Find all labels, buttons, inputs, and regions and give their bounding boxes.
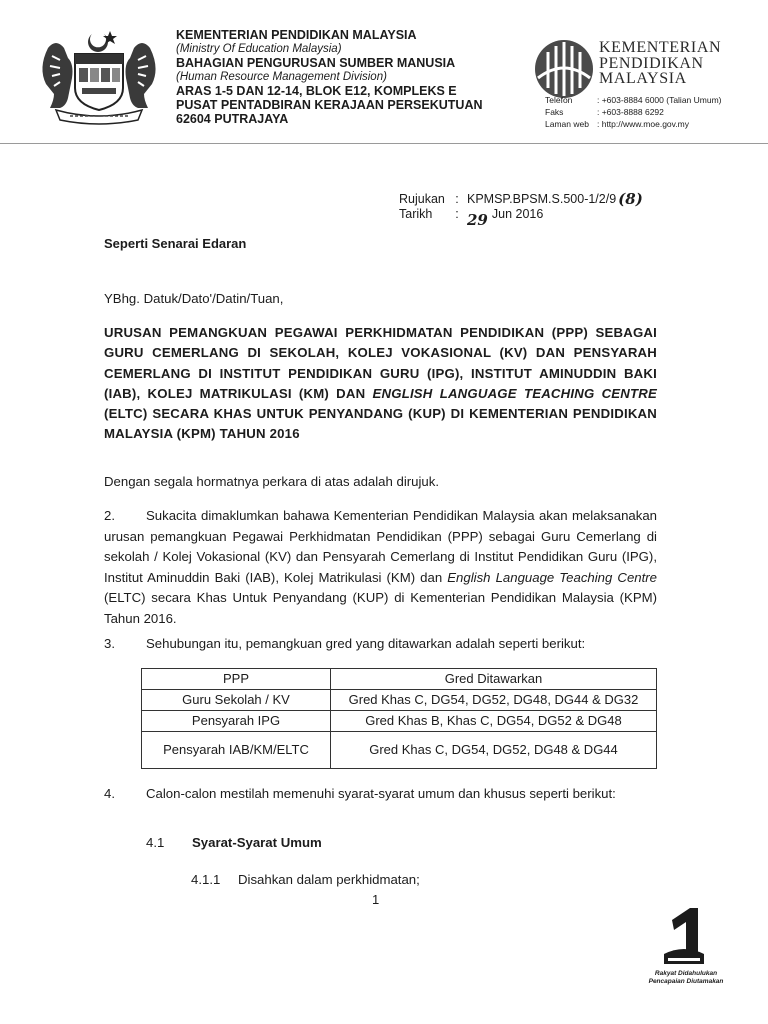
letterhead-text bbox=[176, 28, 506, 126]
table-row bbox=[142, 690, 657, 711]
table-cell-ppp: Guru Sekolah / KV bbox=[142, 690, 331, 711]
footer-tagline-1: Rakyat Didahulukan bbox=[654, 970, 718, 977]
contact-info bbox=[545, 94, 760, 130]
footer-tagline-2: Pencapaian Diutamakan bbox=[648, 978, 724, 985]
letterhead-divider bbox=[0, 143, 768, 144]
address-line-2: PUSAT PENTADBIRAN KERAJAAN PERSEKUTUAN bbox=[176, 98, 483, 112]
date-value: Jun 2016 bbox=[491, 207, 544, 221]
paragraph-4-text: Calon-calon mestilah memenuhi syarat-syarat umum dan khusus seperti berikut: bbox=[146, 786, 616, 801]
table-cell-ppp: Pensyarah IAB/KM/ELTC bbox=[142, 732, 331, 769]
phone-value: : +603-8884 6000 (Talian Umum) bbox=[597, 95, 722, 105]
recipient: Seperti Senarai Edaran bbox=[104, 236, 247, 251]
kpm-logo-line-2: PENDIDIKAN bbox=[599, 54, 704, 72]
table-row bbox=[142, 732, 657, 769]
address-line-3: 62604 PUTRAJAYA bbox=[176, 112, 289, 126]
division-name: BAHAGIAN PENGURUSAN SUMBER MANUSIA bbox=[176, 56, 456, 70]
section-4-1-1-text: Disahkan dalam perkhidmatan; bbox=[238, 872, 420, 887]
phone-label: Telefon bbox=[545, 95, 573, 105]
kpm-logo-text bbox=[599, 40, 749, 87]
reference-block: Rujukan : KPMSP.BPSM.S.500-1/2/9 (8) Tarikh : 29 Jun 2016 bbox=[399, 190, 643, 229]
paragraph-2-text-italic: English Language Teaching Centre bbox=[447, 569, 657, 585]
section-4-1-1 bbox=[191, 872, 420, 887]
salutation: YBhg. Datuk/Dato'/Datin/Tuan, bbox=[104, 291, 284, 306]
paragraph-3-text: Sehubungan itu, pemangkuan gred yang ditawarkan adalah seperti berikut: bbox=[146, 636, 586, 651]
subject-text-1: URUSAN PEMANGKUAN PEGAWAI PERKHIDMATAN PENDIDIKAN (PPP) SEBAGAI GURU CEMERLANG DI SEKOLAH, KOLEJ VOKASIONAL (KV) DAN PENSYARAH CEMERLANG DI INSTITUT PENDIDIKAN GURU (IPG), INSTITUT AMINUDDIN BAKI (IAB), KOLEJ MATRIKULASI (KM) DAN bbox=[104, 325, 657, 401]
date-label: Tarikh bbox=[399, 207, 433, 221]
subject-text-2: (ELTC) SECARA KHAS UNTUK PENYANDANG (KUP) DI KEMENTERIAN PENDIDIKAN MALAYSIA (KPM) TAHUN 2016 bbox=[104, 406, 657, 442]
paragraph-3 bbox=[104, 634, 657, 655]
section-4-1-number: 4.1 bbox=[146, 835, 165, 850]
table-header-ppp: PPP bbox=[142, 669, 331, 690]
ministry-name: KEMENTERIAN PENDIDIKAN MALAYSIA bbox=[176, 28, 417, 42]
fax-value: : +603-8888 6292 bbox=[597, 107, 664, 117]
web-value: : http://www.moe.gov.my bbox=[597, 119, 689, 129]
section-4-1-title: Syarat-Syarat Umum bbox=[192, 835, 322, 850]
kpm-logo-line-1: KEMENTERIAN bbox=[599, 39, 722, 56]
fax-label: Faks bbox=[545, 107, 564, 117]
grade-table bbox=[141, 668, 657, 769]
table-cell-grade: Gred Khas C, DG54, DG52, DG48 & DG44 bbox=[331, 732, 657, 769]
section-4-1 bbox=[146, 835, 322, 850]
1malaysia-logo-icon bbox=[650, 906, 716, 970]
division-name-english: (Human Resource Management Division) bbox=[176, 71, 387, 83]
table-cell-grade: Gred Khas C, DG54, DG52, DG48, DG44 & DG32 bbox=[331, 690, 657, 711]
ministry-name-english: (Ministry Of Education Malaysia) bbox=[176, 43, 342, 55]
table-row bbox=[142, 711, 657, 732]
paragraph-2-text-2: (ELTC) secara Khas Untuk Penyandang (KUP) di Kementerian Pendidikan Malaysia (KPM) Tahun 2016. bbox=[104, 590, 657, 626]
date-handwritten-day: 29 bbox=[467, 211, 488, 229]
footer-tagline bbox=[636, 970, 736, 986]
table-cell-grade: Gred Khas B, Khas C, DG54, DG52 & DG48 bbox=[331, 711, 657, 732]
section-4-1-1-number: 4.1.1 bbox=[191, 872, 221, 887]
paragraph-4-number: 4. bbox=[104, 786, 115, 801]
table-header-grade: Gred Ditawarkan bbox=[331, 669, 657, 690]
page-number: 1 bbox=[372, 892, 380, 907]
kpm-logo-line-3: MALAYSIA bbox=[599, 70, 687, 87]
table-cell-ppp: Pensyarah IPG bbox=[142, 711, 331, 732]
reference-label: Rujukan bbox=[399, 192, 445, 206]
intro-paragraph: Dengan segala hormatnya perkara di atas adalah dirujuk. bbox=[104, 474, 440, 489]
paragraph-2-text-1: Sukacita dimaklumkan bahawa Kementerian Pendidikan Malaysia akan melaksanakan urusan pemangkuan Pegawai Perkhidmatan Pendidikan (PPP) sebagai Guru Cemerlang di sekolah / Kolej Vokasional (KV) dan Pensyarah Cemerlang di Institut Pendidikan Guru (IPG), Institut Aminuddin Baki (IAB), Kolej Matrikulasi (KM) dan bbox=[104, 508, 657, 585]
address-line-1: ARAS 1-5 DAN 12-14, BLOK E12, KOMPLEKS E bbox=[176, 84, 457, 98]
web-label: Laman web bbox=[545, 119, 589, 129]
reference-handwritten: (8) bbox=[618, 190, 643, 208]
kpm-logo-icon bbox=[534, 38, 594, 100]
paragraph-2 bbox=[104, 506, 657, 629]
paragraph-4 bbox=[104, 784, 657, 805]
malaysia-coat-of-arms-icon bbox=[30, 28, 168, 126]
paragraph-2-number: 2. bbox=[104, 508, 115, 523]
paragraph-3-number: 3. bbox=[104, 636, 115, 651]
reference-number: KPMSP.BPSM.S.500-1/2/9 bbox=[467, 192, 617, 206]
subject-heading bbox=[104, 323, 657, 445]
subject-text-italic: ENGLISH LANGUAGE TEACHING CENTRE bbox=[372, 385, 657, 401]
